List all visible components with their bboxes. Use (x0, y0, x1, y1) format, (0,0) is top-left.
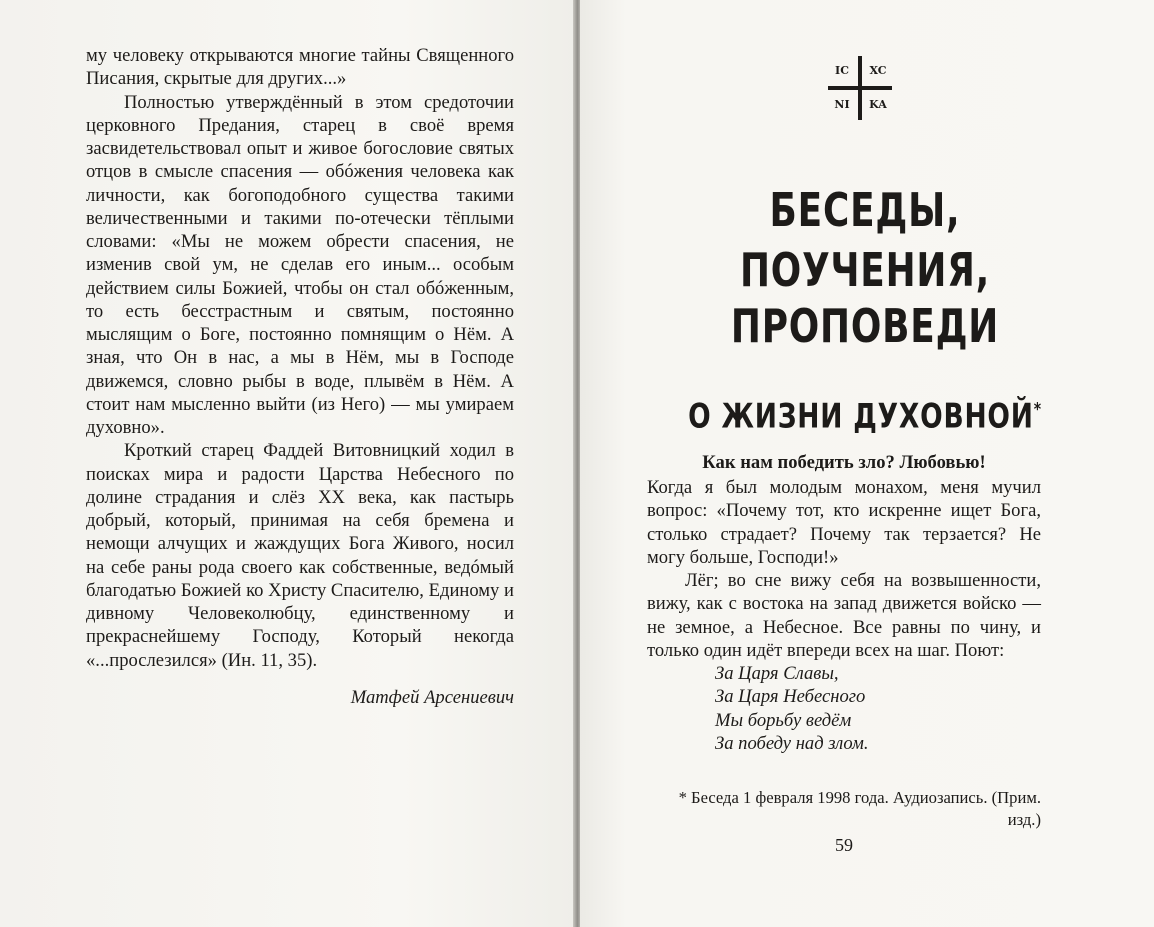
poem-line-1: За Царя Славы, (715, 663, 839, 684)
ornament-letters-2: XC (869, 64, 887, 77)
chapter-heading-line-1: БЕСЕДЫ, (769, 183, 961, 237)
author-signature: Матфей Арсениевич (350, 686, 514, 708)
poem-line-4: За победу над злом. (715, 732, 869, 754)
right-paragraph-1: Когда я был молодым монахом, меня мучил вопрос: «Почему тот, кто искренне ищет Бога, столько страдает? Почему так терзается? Не могу больше, Господи!» (647, 477, 1041, 568)
ornament-letters-1: IC (835, 64, 849, 77)
cross-horizontal-bar (828, 86, 892, 90)
subsection-heading: Как нам победить зло? Любовью! (702, 452, 986, 473)
left-page (0, 0, 575, 927)
right-page-text (647, 476, 1041, 755)
chapter-heading-line-2: ПОУЧЕНИЯ, ПРОПОВЕДИ (730, 243, 1000, 353)
right-paragraph-2: Лёг; во сне вижу себя на возвышенности, вижу, как с востока на запад движется войско — не земное, а Небесное. Все равны по чину, и только один идёт впереди всех на шаг. Поют: (647, 570, 1041, 661)
left-page-text (86, 44, 514, 709)
ic-xc-nika-cross-icon (828, 56, 892, 120)
left-paragraph-1: му человеку открываются многие тайны Священного Писания, скрытые для других...» (86, 45, 514, 90)
ornament-letters-3: NI (834, 98, 850, 111)
ornament-letters-4: KA (869, 98, 887, 111)
section-title (658, 388, 1071, 438)
section-title-text: О ЖИЗНИ ДУХОВНОЙ (688, 396, 1034, 437)
poem-line-3: Мы борьбу ведём (715, 709, 852, 731)
left-paragraph-3: Кроткий старец Фаддей Витовницкий ходил в поисках мира и радости Царства Небесного по долине страдания и слёз XX века, как пастырь добрый, который, принимая на себя бремена и немощи алчущих и жаждущих Бога Живого, носил на себе раны рода своего как собственные, ведóмый благодатью Божией ко Христу Спасителю, Единому и дивному Человеколюбцу, единственному и прекраснейшему Господу, Который некогда «...прослезился» (Ин. 11, 35). (86, 440, 514, 671)
footnote: * Беседа 1 февраля 1998 года. Аудиозапись. (Прим. изд.) (678, 788, 1041, 829)
footnote-mark: * (1033, 399, 1042, 420)
poem (715, 662, 1041, 755)
page-number: 59 (835, 835, 853, 855)
poem-line-2: За Царя Небесного (715, 686, 866, 708)
left-paragraph-2: Полностью утверждённый в этом средоточии церковного Предания, старец в своё время засвидетельствовал опыт и живое богословие святых отцов в смысле спасения — обóжения человека как личности, как богоподобного существа такими величественными и такими по-отечески тёплыми словами: «Мы не можем обрести спасения, не изменив свой ум, не сделав его иным... особым действием силы Божией, чтобы он стал обóженным, то есть бесстрастным и святым, постоянно мыслящим о Боге, постоянно помнящим о Нём. А зная, что Он в нас, а мы в Нём, мы в Господе движемся, словно рыбы в воде, плывём в Нём. А стоит нам мысленно выйти (из Него) — мы умираем духовно». (86, 91, 514, 438)
